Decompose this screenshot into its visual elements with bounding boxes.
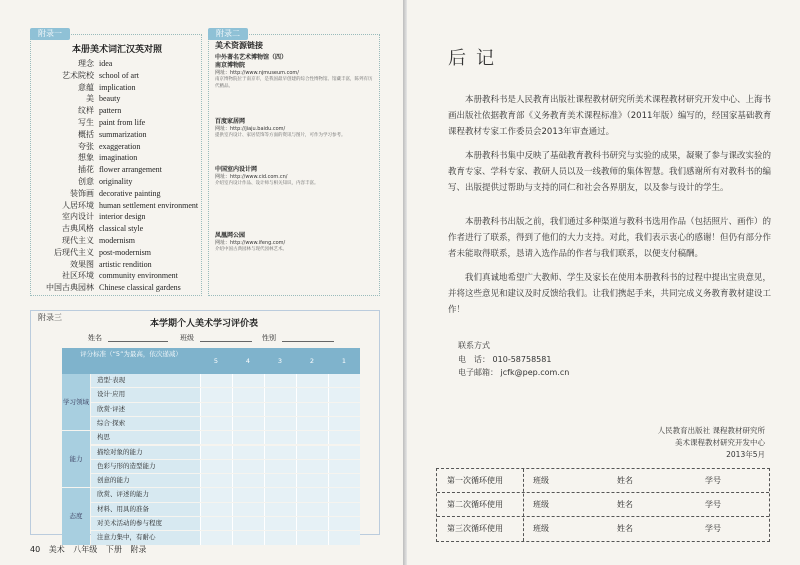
- glossary-term-zh: 夸张: [78, 141, 94, 151]
- phone-label: 电 话：: [458, 355, 490, 364]
- footer-section: 附录: [130, 545, 147, 554]
- afterword-heading: 后记: [448, 48, 504, 69]
- glossary-term-en: school of art: [99, 70, 139, 80]
- page-footer: [30, 544, 152, 555]
- criterion-cell: 注意力集中，有耐心: [91, 531, 200, 544]
- score-cell[interactable]: [328, 503, 360, 516]
- glossary-term-en: implication: [99, 82, 136, 92]
- usage-name-label: 姓名: [617, 500, 633, 509]
- appendix3-tag: 附录三: [38, 313, 62, 322]
- resource-name: 百度家居网: [215, 118, 246, 125]
- score-cell[interactable]: [296, 503, 328, 516]
- glossary-term-en: beauty: [99, 94, 121, 104]
- score-cell[interactable]: [296, 431, 328, 444]
- signature-org-1: 人民教育出版社 课程教材研究所: [657, 426, 765, 435]
- score-cell[interactable]: [296, 488, 328, 501]
- resource-url[interactable]: 网址：http://www.njmuseum.com/: [215, 70, 299, 76]
- glossary-term-zh: 艺术院校: [62, 70, 94, 80]
- criterion-cell: 色彩与形的造型能力: [91, 460, 200, 473]
- glossary-row: [32, 58, 212, 70]
- glossary-term-en: paint from life: [99, 118, 146, 127]
- glossary-row: [32, 188, 212, 200]
- glossary-term-zh: 效果图: [70, 259, 94, 269]
- email-value: jcfk@pep.com.cn: [500, 368, 570, 377]
- glossary-row: [32, 223, 212, 235]
- glossary-term-zh: 室内设计: [62, 212, 94, 222]
- score-cell[interactable]: [200, 374, 232, 387]
- glossary-term-en: flower arrangement: [99, 165, 162, 175]
- score-cell[interactable]: [296, 403, 328, 416]
- score-header: 3: [264, 348, 296, 374]
- score-cell[interactable]: [328, 488, 360, 501]
- glossary-row: [32, 70, 212, 82]
- glossary-term-zh: 美: [86, 94, 94, 104]
- field-class: 班级: [180, 334, 194, 342]
- gender-underline: [282, 341, 334, 342]
- criterion-cell: 综合·探索: [91, 417, 200, 430]
- contact-label: 联系方式: [458, 341, 490, 350]
- score-cell[interactable]: [264, 517, 296, 530]
- glossary-row: [32, 82, 212, 94]
- resource-desc: 南京博物院位于南京市，是我国最早创建的综合性博物馆。馆藏丰富，陈列有历代精品。: [215, 77, 373, 89]
- glossary-title: 本册美术词汇汉英对照: [71, 45, 162, 55]
- appendix2-tag: 附录二: [208, 28, 248, 40]
- glossary-term-zh: 概括: [78, 129, 94, 139]
- score-cell[interactable]: [232, 474, 264, 487]
- glossary-row: [32, 152, 212, 164]
- glossary-row: [32, 211, 212, 223]
- glossary-row: [32, 141, 212, 153]
- name-underline: [108, 341, 168, 342]
- glossary-term-zh: 创意: [78, 177, 94, 186]
- score-cell[interactable]: [200, 431, 232, 444]
- score-cell[interactable]: [200, 460, 232, 473]
- score-cell[interactable]: [264, 488, 296, 501]
- glossary-row: [32, 164, 212, 176]
- score-cell[interactable]: [264, 403, 296, 416]
- resource-url[interactable]: 网址：http://www.cid.com.cn/: [215, 174, 288, 180]
- glossary-row: [32, 247, 212, 259]
- score-cell[interactable]: [232, 431, 264, 444]
- usage-name-label: 姓名: [617, 524, 633, 533]
- score-cell[interactable]: [296, 531, 328, 544]
- score-cell[interactable]: [296, 446, 328, 459]
- criterion-cell: 欣赏、评述的能力: [91, 488, 200, 501]
- resource-subname: 南京博物院: [215, 62, 246, 69]
- usage-row-label: 第三次循环使用: [447, 524, 503, 533]
- category-cell: 态度: [62, 488, 90, 544]
- email-label: 电子邮箱：: [458, 368, 498, 377]
- score-cell[interactable]: [328, 460, 360, 473]
- score-cell[interactable]: [200, 488, 232, 501]
- glossary-row: [32, 282, 212, 294]
- resource-item: [215, 118, 375, 140]
- usage-id-label: 学号: [705, 476, 721, 485]
- glossary-term-zh: 理念: [78, 59, 94, 68]
- score-cell[interactable]: [264, 431, 296, 444]
- glossary-row: [32, 105, 212, 117]
- criterion-cell: 材料、用具的准备: [91, 503, 200, 516]
- score-cell[interactable]: [328, 374, 360, 387]
- usage-id-label: 学号: [705, 524, 721, 533]
- glossary-term-zh: 装饰画: [70, 188, 94, 198]
- score-cell[interactable]: [328, 403, 360, 416]
- score-cell[interactable]: [232, 388, 264, 401]
- glossary-term-en: originality: [99, 177, 133, 186]
- score-cell[interactable]: [296, 417, 328, 430]
- glossary-term-zh: 现代主义: [62, 236, 94, 245]
- score-header: 4: [232, 348, 264, 374]
- footer-volume: 下册: [105, 545, 122, 554]
- glossary-term-zh: 后现代主义: [54, 247, 94, 257]
- glossary-term-en: interior design: [99, 212, 146, 222]
- glossary-term-zh: 中国古典园林: [46, 283, 94, 293]
- table-header-criteria: 评分标准（“5”为最高，依次递减）: [62, 348, 200, 374]
- glossary-term-zh: 纹样: [78, 106, 94, 116]
- glossary-term-zh: 人居环境: [62, 200, 94, 210]
- usage-class-label: 班级: [533, 524, 549, 533]
- score-cell[interactable]: [200, 446, 232, 459]
- score-cell[interactable]: [264, 474, 296, 487]
- glossary-term-en: pattern: [99, 106, 122, 116]
- criterion-cell: 构思: [91, 431, 200, 444]
- resource-desc: 介绍中国古典园林与现代园林艺术。: [215, 247, 287, 252]
- score-cell[interactable]: [232, 517, 264, 530]
- score-cell[interactable]: [264, 417, 296, 430]
- glossary-row: [32, 259, 212, 271]
- resource-name: 中国室内设计网: [215, 166, 258, 173]
- score-cell[interactable]: [328, 531, 360, 544]
- score-cell[interactable]: [328, 446, 360, 459]
- afterword-paragraph-1: 本册教科书是人民教育出版社课程教材研究所美术课程教材研究开发中心、上海书画出版社依据教育部《义务教育美术课程标准》（2011年版）编写的，经国家基础教育课程教材专家工作委员会2013年审查通过。: [448, 95, 772, 137]
- glossary-row: [32, 270, 212, 282]
- glossary-term-en: classical style: [99, 224, 144, 234]
- score-cell[interactable]: [296, 388, 328, 401]
- glossary-term-en: community environment: [99, 271, 178, 281]
- category-cell: 学习领域: [62, 374, 90, 430]
- glossary-term-en: summarization: [99, 129, 147, 139]
- score-cell[interactable]: [296, 460, 328, 473]
- usage-class-label: 班级: [533, 500, 549, 509]
- contact-phone-row: [458, 354, 551, 365]
- usage-row-label: 第一次循环使用: [447, 476, 503, 485]
- score-cell[interactable]: [328, 431, 360, 444]
- score-cell[interactable]: [296, 374, 328, 387]
- glossary-term-en: human settlement environment: [99, 200, 199, 210]
- criterion-cell: 造型·表现: [91, 374, 200, 387]
- glossary-term-zh: 插花: [78, 165, 94, 175]
- signature-block: [560, 425, 765, 461]
- score-cell[interactable]: [264, 531, 296, 544]
- score-cell[interactable]: [232, 503, 264, 516]
- appendix1-tag: 附录一: [30, 28, 70, 40]
- usage-row-3: [437, 517, 769, 541]
- evaluation-title: 本学期个人美术学习评价表: [150, 319, 259, 329]
- glossary-term-zh: 想象: [78, 153, 94, 163]
- usage-name-label: 姓名: [617, 476, 633, 485]
- criterion-cell: 创意的能力: [91, 474, 200, 487]
- glossary-term-en: artistic rendition: [99, 259, 152, 269]
- footer-subject: 美术: [48, 545, 65, 554]
- score-cell[interactable]: [264, 374, 296, 387]
- class-underline: [200, 341, 252, 342]
- glossary-term-en: decorative painting: [99, 188, 161, 198]
- score-cell[interactable]: [200, 503, 232, 516]
- score-cell[interactable]: [232, 531, 264, 544]
- page-number: 40: [30, 545, 41, 554]
- criterion-cell: 对美术活动的参与程度: [91, 517, 200, 530]
- afterword-paragraph-3: 本册教科书出版之前，我们通过多种渠道与教科书选用作品（包括照片、画作）的作者进行了联系，得到了他们的大力支持。对此，我们表示衷心的感谢！但仍有部分作者未能取得联系，恳请入选作品的作者与我们联系，以便支付稿酬。: [448, 217, 772, 259]
- resource-item: [215, 54, 375, 90]
- usage-row-label: 第二次循环使用: [447, 500, 503, 509]
- score-cell[interactable]: [328, 474, 360, 487]
- signature-org-2: 美术课程教材研究开发中心: [675, 438, 765, 447]
- score-cell[interactable]: [264, 460, 296, 473]
- score-cell[interactable]: [264, 388, 296, 401]
- criterion-cell: 描绘对象的能力: [91, 446, 200, 459]
- glossary-term-zh: 社区环境: [62, 271, 94, 281]
- resources-title: 美术资源链接: [215, 41, 263, 50]
- contact-email-row: [458, 367, 569, 378]
- usage-record-table: [436, 468, 770, 542]
- glossary-term-en: Chinese classical gardens: [99, 283, 181, 293]
- resource-name: 凤凰网公园: [215, 232, 246, 239]
- afterword-paragraph-4: 我们真诚地希望广大教师、学生及家长在使用本册教科书的过程中提出宝贵意见，并将这些意见和建议及时反馈给我们。让我们携起手来，共同完成义务教育教材建设工作！: [448, 273, 772, 315]
- glossary-term-en: idea: [99, 59, 113, 68]
- glossary-term-zh: 古典风格: [62, 224, 94, 234]
- phone-value: 010-58758581: [492, 355, 552, 364]
- score-cell[interactable]: [264, 446, 296, 459]
- glossary-term-en: imagination: [99, 153, 138, 163]
- resource-desc: 提供室内设计、家居装饰等方面的资讯与图片，可作为学习参考。: [215, 133, 346, 138]
- score-cell[interactable]: [200, 474, 232, 487]
- glossary-row: [32, 200, 212, 212]
- resource-url[interactable]: 网址：http://jiaju.baidu.com/: [215, 126, 286, 132]
- glossary-term-zh: 写生: [78, 118, 94, 127]
- score-cell[interactable]: [328, 417, 360, 430]
- score-cell[interactable]: [328, 388, 360, 401]
- criterion-cell: 设计·应用: [91, 388, 200, 401]
- glossary-row: [32, 129, 212, 141]
- score-cell[interactable]: [200, 531, 232, 544]
- score-cell[interactable]: [232, 374, 264, 387]
- score-cell[interactable]: [232, 403, 264, 416]
- field-name: 姓名: [88, 334, 102, 342]
- glossary-row: [32, 117, 212, 129]
- field-gender: 性别: [262, 334, 276, 342]
- resource-item: [215, 232, 375, 254]
- signature-date: 2013年5月: [726, 450, 765, 459]
- score-cell[interactable]: [200, 417, 232, 430]
- glossary-term-en: exaggeration: [99, 141, 141, 151]
- score-cell[interactable]: [200, 517, 232, 530]
- score-cell[interactable]: [232, 488, 264, 501]
- usage-row-1: [437, 469, 769, 493]
- resource-url[interactable]: 网址：http://www.ifeng.com/: [215, 240, 286, 246]
- glossary-row: [32, 235, 212, 247]
- footer-grade: 八年级: [73, 545, 98, 554]
- resource-desc: 介绍室内设计作品、设计师与相关知识，内容丰富。: [215, 181, 319, 186]
- resource-item: [215, 166, 375, 188]
- score-header: 5: [200, 348, 232, 374]
- glossary-row: [32, 93, 212, 105]
- glossary-term-zh: 意蕴: [78, 82, 94, 92]
- usage-divider: [523, 469, 524, 541]
- usage-class-label: 班级: [533, 476, 549, 485]
- usage-id-label: 学号: [705, 500, 721, 509]
- score-cell[interactable]: [264, 503, 296, 516]
- glossary-term-en: post-modernism: [99, 247, 151, 257]
- score-cell[interactable]: [200, 403, 232, 416]
- score-cell[interactable]: [328, 517, 360, 530]
- score-cell[interactable]: [296, 517, 328, 530]
- glossary-term-en: modernism: [99, 236, 135, 245]
- score-header: 2: [296, 348, 328, 374]
- score-cell[interactable]: [232, 446, 264, 459]
- score-cell[interactable]: [232, 417, 264, 430]
- afterword-paragraph-2: 本册教科书集中反映了基础教育教科书研究与实验的成果，凝聚了参与课改实验的教育专家、学科专家、教研人员以及一线教师的集体智慧。我们感谢所有对教科书的编写、出版提供过帮助与支持的同仁和社会各界朋友，以及参与设计的学生。: [448, 151, 772, 193]
- category-cell: 能力: [62, 431, 90, 487]
- score-cell[interactable]: [232, 460, 264, 473]
- criterion-cell: 欣赏·评述: [91, 403, 200, 416]
- usage-row-2: [437, 493, 769, 517]
- glossary-row: [32, 176, 212, 188]
- score-cell[interactable]: [296, 474, 328, 487]
- score-header: 1: [328, 348, 360, 374]
- score-cell[interactable]: [200, 388, 232, 401]
- resource-name: 中外著名艺术博物馆（四）: [215, 54, 288, 61]
